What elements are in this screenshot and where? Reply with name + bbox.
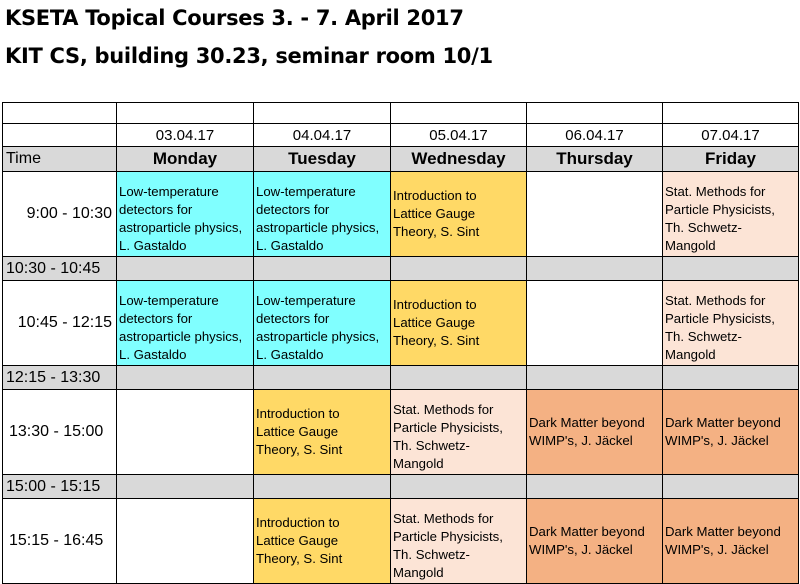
break-cell — [254, 257, 391, 281]
break-cell — [527, 366, 663, 390]
course-line: Theory, S. Sint — [393, 333, 480, 348]
course-line: Low-temperature — [256, 184, 356, 199]
course-stat-methods — [663, 281, 799, 366]
time-slot: 9:00 - 10:30 — [3, 172, 117, 257]
course-dark-matter — [527, 390, 663, 475]
course-line: detectors for — [119, 202, 193, 217]
course-lattice-gauge — [391, 281, 527, 366]
course-line: L. Gastaldo — [256, 238, 324, 253]
date-cell: 05.04.17 — [391, 124, 527, 147]
date-row — [3, 124, 799, 147]
course-line: L. Gastaldo — [119, 238, 187, 253]
course-line: Mangold — [393, 456, 444, 471]
course-line: WIMP's, J. Jäckel — [529, 542, 633, 557]
time-header: Time — [3, 147, 117, 172]
break-row — [3, 366, 799, 390]
time-slot: 15:00 - 15:15 — [3, 475, 117, 499]
session-row — [3, 172, 799, 257]
date-cell: 07.04.17 — [663, 124, 799, 147]
course-line: L. Gastaldo — [119, 347, 187, 362]
day-row — [3, 147, 799, 172]
course-line: Stat. Methods for — [665, 293, 766, 308]
course-lattice-gauge — [254, 390, 391, 475]
course-line: detectors for — [119, 311, 193, 326]
course-line: astroparticle physics, — [119, 329, 243, 344]
page-subtitle: KIT CS, building 30.23, seminar room 10/1 — [5, 44, 493, 68]
empty-slot — [527, 172, 663, 257]
course-line: Th. Schwetz- — [665, 220, 742, 235]
course-lattice-gauge — [391, 172, 527, 257]
break-cell — [254, 475, 391, 499]
course-line: Mangold — [393, 565, 444, 580]
course-line: Introduction to — [256, 515, 340, 530]
course-line: astroparticle physics, — [119, 220, 243, 235]
course-stat-methods — [391, 390, 527, 475]
course-line: WIMP's, J. Jäckel — [529, 433, 633, 448]
date-cell: 03.04.17 — [117, 124, 254, 147]
course-line: Particle Physicists, — [393, 529, 503, 544]
break-row — [3, 257, 799, 281]
day-header-tuesday: Tuesday — [254, 147, 391, 172]
break-cell — [663, 257, 799, 281]
course-line: Low-temperature — [119, 293, 219, 308]
day-header-wednesday: Wednesday — [391, 147, 527, 172]
course-line: Lattice Gauge — [393, 315, 476, 330]
time-slot: 10:30 - 10:45 — [3, 257, 117, 281]
break-cell — [391, 366, 527, 390]
break-cell — [663, 475, 799, 499]
schedule-table — [2, 102, 799, 584]
course-low-temperature — [254, 172, 391, 257]
break-cell — [391, 257, 527, 281]
course-line: detectors for — [256, 202, 330, 217]
session-row — [3, 499, 799, 584]
course-line: Stat. Methods for — [665, 184, 766, 199]
course-line: Introduction to — [393, 297, 477, 312]
day-header-friday: Friday — [663, 147, 799, 172]
course-line: Th. Schwetz- — [393, 547, 470, 562]
course-low-temperature — [117, 281, 254, 366]
break-cell — [117, 475, 254, 499]
course-line: Th. Schwetz- — [665, 329, 742, 344]
time-slot: 15:15 - 16:45 — [3, 499, 117, 584]
course-line: WIMP's, J. Jäckel — [665, 433, 769, 448]
day-header-monday: Monday — [117, 147, 254, 172]
course-line: Lattice Gauge — [256, 424, 339, 439]
date-cell: 06.04.17 — [527, 124, 663, 147]
day-header-thursday: Thursday — [527, 147, 663, 172]
empty-slot — [117, 390, 254, 475]
break-row — [3, 475, 799, 499]
course-line: Stat. Methods for — [393, 402, 494, 417]
course-line: Stat. Methods for — [393, 511, 494, 526]
course-line: Theory, S. Sint — [256, 551, 343, 566]
break-cell — [391, 475, 527, 499]
course-dark-matter — [527, 499, 663, 584]
course-line: Lattice Gauge — [393, 206, 476, 221]
course-line: WIMP's, J. Jäckel — [665, 542, 769, 557]
page-title: KSETA Topical Courses 3. - 7. April 2017 — [5, 6, 464, 30]
course-line: Theory, S. Sint — [256, 442, 343, 457]
time-slot: 13:30 - 15:00 — [3, 390, 117, 475]
course-line: Lattice Gauge — [256, 533, 339, 548]
course-line: Mangold — [665, 238, 716, 253]
course-line: Dark Matter beyond — [665, 524, 781, 539]
break-cell — [117, 257, 254, 281]
blank-cell — [663, 103, 799, 124]
time-slot: 10:45 - 12:15 — [3, 281, 117, 366]
break-cell — [527, 257, 663, 281]
course-dark-matter — [663, 499, 799, 584]
course-lattice-gauge — [254, 499, 391, 584]
session-row — [3, 281, 799, 366]
course-line: L. Gastaldo — [256, 347, 324, 362]
empty-slot — [117, 499, 254, 584]
course-line: Introduction to — [393, 188, 477, 203]
blank-cell — [3, 103, 117, 124]
course-line: Dark Matter beyond — [665, 415, 781, 430]
course-line: Theory, S. Sint — [393, 224, 480, 239]
course-stat-methods — [391, 499, 527, 584]
course-line: detectors for — [256, 311, 330, 326]
course-line: Introduction to — [256, 406, 340, 421]
course-line: Low-temperature — [256, 293, 356, 308]
course-line: Particle Physicists, — [665, 311, 775, 326]
break-cell — [254, 366, 391, 390]
course-low-temperature — [254, 281, 391, 366]
session-row — [3, 390, 799, 475]
blank-cell — [527, 103, 663, 124]
blank-cell — [254, 103, 391, 124]
break-cell — [117, 366, 254, 390]
break-cell — [527, 475, 663, 499]
break-cell — [663, 366, 799, 390]
course-dark-matter — [663, 390, 799, 475]
course-line: Particle Physicists, — [665, 202, 775, 217]
course-line: astroparticle physics, — [256, 329, 380, 344]
date-corner-cell — [3, 124, 117, 147]
blank-row — [3, 103, 799, 124]
course-line: Dark Matter beyond — [529, 415, 645, 430]
date-cell: 04.04.17 — [254, 124, 391, 147]
course-line: Dark Matter beyond — [529, 524, 645, 539]
course-stat-methods — [663, 172, 799, 257]
course-low-temperature — [117, 172, 254, 257]
empty-slot — [527, 281, 663, 366]
course-line: Low-temperature — [119, 184, 219, 199]
course-line: Mangold — [665, 347, 716, 362]
course-line: Th. Schwetz- — [393, 438, 470, 453]
course-line: astroparticle physics, — [256, 220, 380, 235]
course-line: Particle Physicists, — [393, 420, 503, 435]
time-slot: 12:15 - 13:30 — [3, 366, 117, 390]
blank-cell — [391, 103, 527, 124]
blank-cell — [117, 103, 254, 124]
